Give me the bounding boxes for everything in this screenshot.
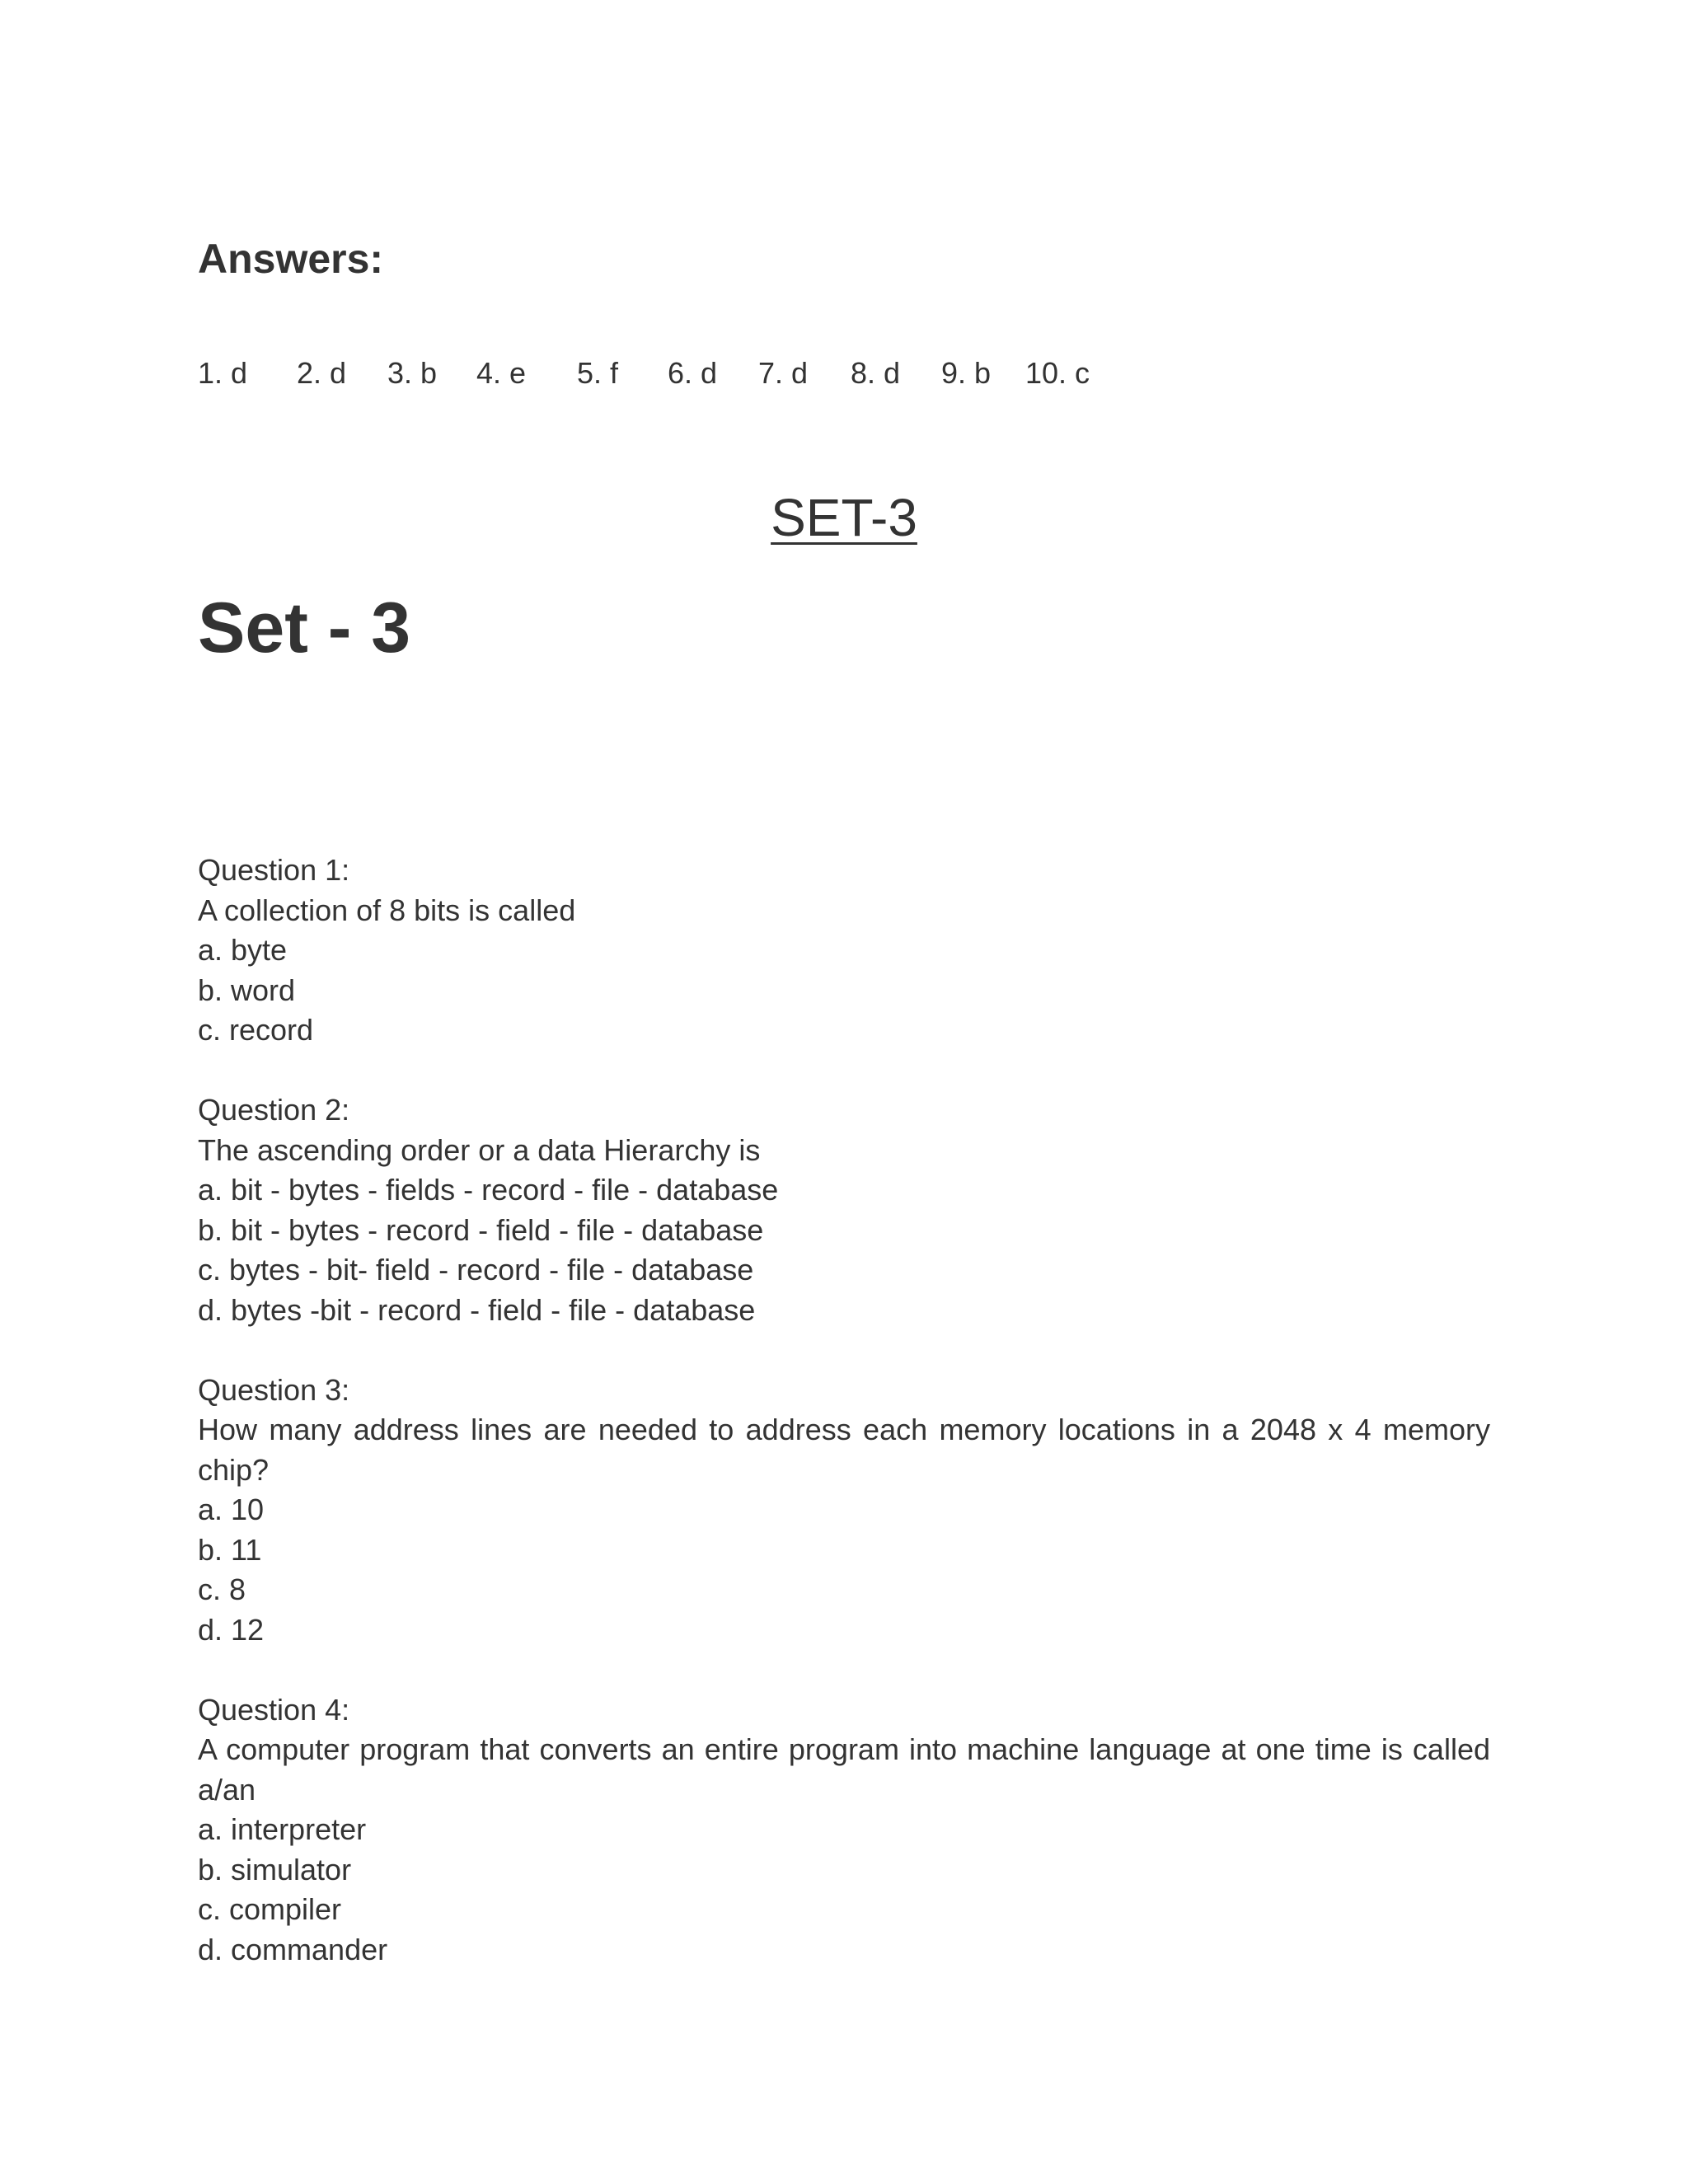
set-title: SET-3	[771, 488, 917, 547]
questions-list	[198, 851, 1490, 2010]
answer-item: 5. f	[577, 356, 619, 390]
answers-heading: Answers:	[198, 236, 384, 282]
question-label: Question 1:	[198, 853, 350, 887]
answer-option: c. compiler	[198, 1892, 342, 1926]
answer-option: d. bytes -bit - record - field - file - database	[198, 1292, 756, 1327]
answer-option: a. 10	[198, 1493, 265, 1526]
answer-item: 1. d	[198, 356, 248, 390]
question-label: Question 3:	[198, 1372, 350, 1407]
question-label: Question 2:	[198, 1093, 350, 1127]
answer-option: d. 12	[198, 1612, 265, 1647]
question-text: How many address lines are needed to address each memory locations in a 2048 x 4 memory chip?	[198, 1413, 1490, 1487]
answer-item: 10. c	[1025, 356, 1090, 390]
question-block	[198, 1690, 1490, 1971]
answer-item: 4. e	[476, 356, 527, 390]
answer-option: c. record	[198, 1013, 314, 1047]
answer-option: c. bytes - bit- field - record - file - database	[198, 1253, 754, 1286]
answer-item: 8. d	[851, 356, 901, 390]
answer-option: b. simulator	[198, 1852, 352, 1886]
answer-item: 9. b	[941, 356, 992, 390]
question-label: Question 4:	[198, 1692, 350, 1727]
answer-item: 7. d	[758, 356, 809, 390]
question-block	[198, 1090, 1490, 1330]
answer-option: c. 8	[198, 1572, 246, 1606]
answer-item: 6. d	[668, 356, 718, 390]
answer-option: b. bit - bytes - record - field - file - database	[198, 1212, 764, 1247]
answer-option: a. bit - bytes - fields - record - file - database	[198, 1173, 779, 1207]
question-block	[198, 851, 1490, 1051]
question-text: A collection of 8 bits is called	[198, 893, 576, 927]
question-text: The ascending order or a data Hierarchy is	[198, 1132, 761, 1167]
question-block	[198, 1371, 1490, 1651]
answers-list	[198, 353, 1187, 394]
answer-option: d. commander	[198, 1932, 388, 1966]
answer-option: b. 11	[198, 1532, 262, 1567]
answer-option: a. interpreter	[198, 1812, 367, 1846]
set-heading: Set - 3	[198, 588, 411, 668]
answer-item: 3. b	[387, 356, 438, 390]
answer-option: a. byte	[198, 933, 288, 967]
question-text: A computer program that converts an entire program into machine language at one time is called a/an	[198, 1732, 1490, 1807]
answer-option: b. word	[198, 972, 296, 1007]
answer-item: 2. d	[297, 356, 347, 390]
